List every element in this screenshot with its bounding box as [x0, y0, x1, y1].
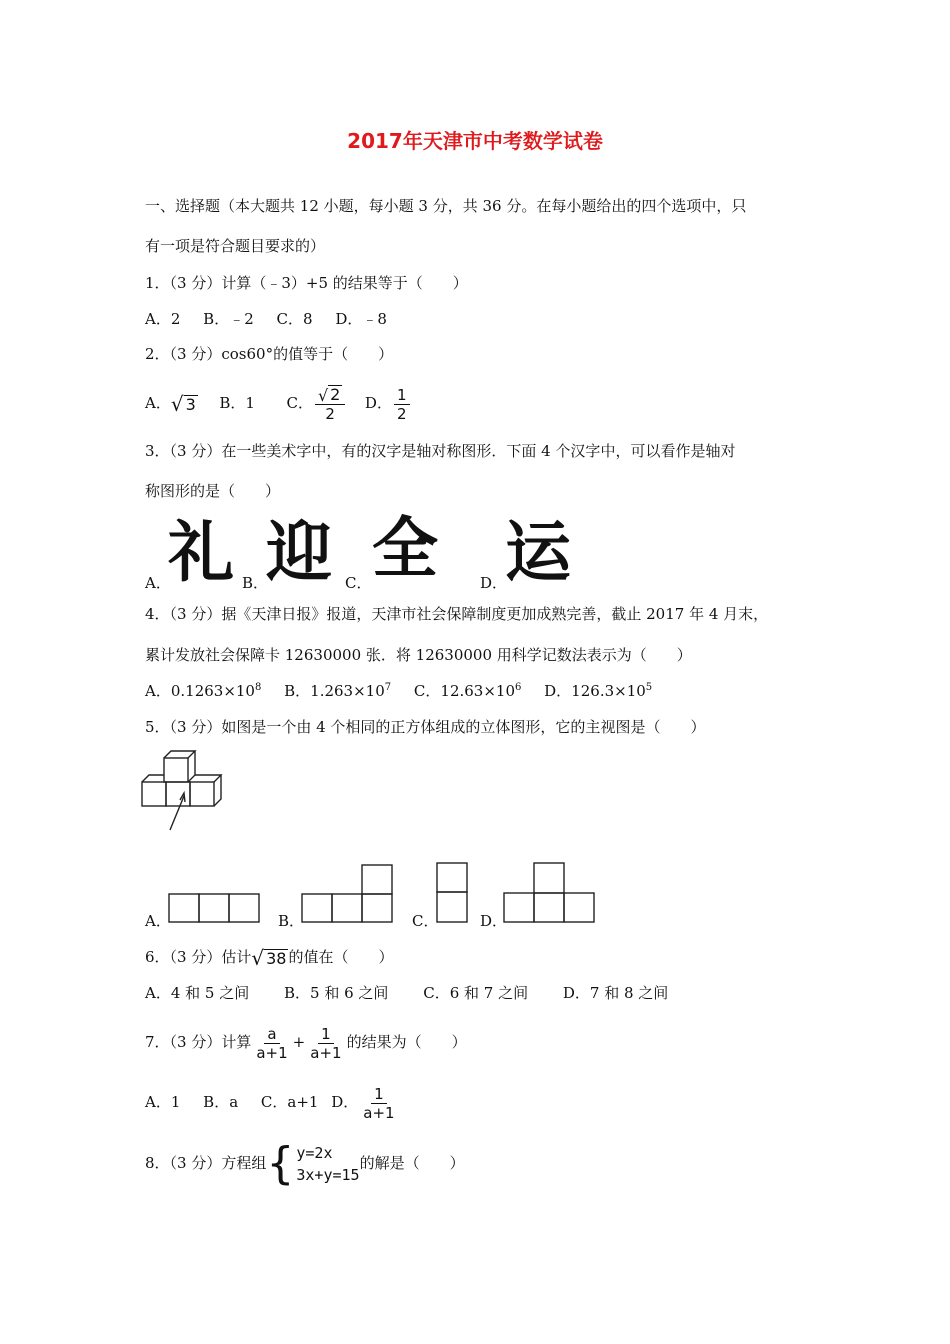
q3-stem-line2: 称图形的是（ ）	[145, 482, 281, 500]
q4-stem-line2: 累计发放社会保障卡 12630000 张．将 12630000 用科学记数法表示为（ ）	[145, 646, 692, 664]
q8-equation-system: { y=2x 3x+y=15	[266, 1138, 360, 1189]
q2-stem: 2．（3 分）cos60°的值等于（ ）	[145, 345, 394, 363]
q5-option-d-view	[503, 862, 595, 923]
page-title: 2017年天津市中考数学试卷	[347, 129, 603, 153]
q4-option-c: C．$12.63\times 10^6$	[413, 682, 522, 700]
q4-option-a: A．$0.1263\times 10^8$	[145, 682, 262, 700]
q2-option-a-sqrt: √ 3	[170, 392, 196, 416]
q3-option-c-char: 全	[372, 510, 438, 587]
q8-equation-2: 3x+y=15	[296, 1166, 360, 1184]
q3-option-c-label: C．	[345, 574, 372, 592]
q5-option-c-view	[436, 862, 468, 923]
q6-option-d: D．7 和 8 之间	[562, 984, 669, 1002]
q6-prefix: 6．（3 分）估计	[145, 948, 252, 966]
q3-option-b-label: B．	[242, 574, 269, 592]
q4-options	[145, 681, 670, 701]
q7-suffix: 的结果为（ ）	[346, 1033, 467, 1051]
q7-option-a: A．1	[145, 1093, 181, 1111]
q6-stem	[145, 944, 393, 970]
q5-option-c-label: C．	[412, 912, 439, 930]
q4-stem-line1: 4．（3 分）据《天津日报》报道，天津市社会保障制度更加成熟完善，截止 2017 年 4 月末，	[145, 605, 769, 623]
q2-option-d-fraction: $\frac{1}{2}$	[394, 386, 410, 423]
q3-option-a-char: 礼	[168, 514, 234, 591]
q6-sqrt: √ 38	[251, 946, 287, 970]
q4-option-b: B．$1.263\times 10^7$	[284, 682, 392, 700]
q3-option-b-char: 迎	[266, 514, 332, 591]
q7-option-d-label: D．	[331, 1093, 359, 1111]
q6-option-a: A．4 和 5 之间	[145, 984, 250, 1002]
q8-prefix: 8．（3 分）方程组	[145, 1154, 267, 1172]
q3-option-a-label: A．	[145, 574, 171, 592]
q7-option-b: B．a	[203, 1093, 239, 1111]
q7-options	[145, 1082, 400, 1122]
q3-stem-line1: 3．（3 分）在一些美术字中，有的汉字是轴对称图形．下面 4 个汉字中，可以看作是轴对	[145, 442, 736, 460]
q5-stem: 5．（3 分）如图是一个由 4 个相同的正方体组成的立体图形，它的主视图是（ ）	[145, 718, 706, 736]
q6-options	[145, 983, 686, 1003]
q8-suffix: 的解是（ ）	[359, 1154, 465, 1172]
q7-option-d-fraction: $\frac{1}{a+1}$	[363, 1084, 395, 1122]
q2-option-b: B．1	[219, 394, 255, 412]
q5-option-b-label: B．	[278, 912, 305, 930]
q6-option-b: B．5 和 6 之间	[284, 984, 389, 1002]
section-instruction-line2: 有一项是符合题目要求的）	[145, 237, 326, 255]
q2-option-c-fraction: √ 2 2	[315, 385, 345, 423]
q7-stem	[145, 1022, 467, 1062]
q2-options	[145, 380, 412, 426]
q5-option-d-label: D．	[480, 912, 508, 930]
q5-option-b-view	[301, 864, 393, 923]
q4-option-d: D．$126.3\times 10^5$	[544, 682, 653, 700]
q7-plus: +	[292, 1033, 306, 1051]
q5-cube-figure	[140, 748, 222, 834]
q8-equation-1: y=2x	[296, 1144, 333, 1162]
q1-option-c: C．8	[276, 310, 313, 328]
q1-option-b: B．﹣2	[203, 310, 254, 328]
q6-option-c: C．6 和 7 之间	[423, 984, 529, 1002]
q2-option-a-label: A．	[145, 394, 171, 412]
q7-fraction-1: $\frac{a}{a+1}$	[256, 1024, 288, 1062]
q3-option-d-char: 运	[505, 514, 571, 591]
section-instruction-line1: 一、选择题（本大题共 12 小题，每小题 3 分，共 36 分。在每小题给出的四个选项中，只	[145, 197, 747, 215]
q1-option-d: D．﹣8	[335, 310, 387, 328]
q5-option-a-label: A．	[145, 912, 171, 930]
q7-prefix: 7．（3 分）计算	[145, 1033, 252, 1051]
q8-stem	[145, 1138, 465, 1189]
q5-option-a-view	[168, 893, 260, 923]
q1-stem: 1．（3 分）计算（﹣3）+5 的结果等于（ ）	[145, 274, 468, 292]
q2-option-d-label: D．	[364, 394, 392, 412]
q7-option-c: C．a+1	[260, 1093, 319, 1111]
q6-suffix: 的值在（ ）	[288, 948, 394, 966]
q7-fraction-2: $\frac{1}{a+1}$	[310, 1024, 342, 1062]
q1-options	[145, 309, 405, 329]
q1-option-a: A．2	[145, 310, 181, 328]
q2-option-c-label: C．	[286, 394, 313, 412]
q3-option-d-label: D．	[480, 574, 508, 592]
